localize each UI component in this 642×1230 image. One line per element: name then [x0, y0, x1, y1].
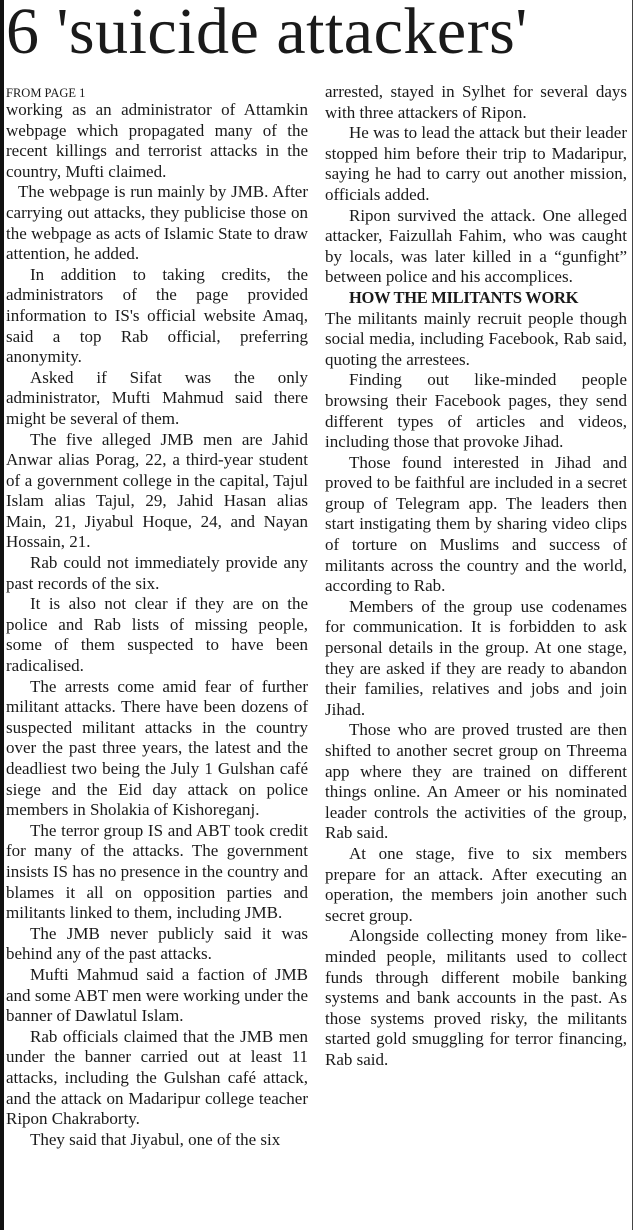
paragraph: Rab officials claimed that the JMB men under the banner carried out at least 11 attacks, including the Gulshan café attack, and the attack on Madaripur college teacher Ripon Chakraborty.	[6, 1026, 308, 1129]
paragraph: Mufti Mahmud said a faction of JMB and some ABT men were working under the banner of Dawlatul Islam.	[6, 964, 308, 1026]
paragraph: Ripon survived the attack. One alleged attacker, Faizullah Fahim, who was caught by locals, was later killed in a “gunfight” between police and his accomplices.	[325, 205, 627, 287]
paragraph: The militants mainly recruit people though social media, including Facebook, Rab said, quoting the arrestees.	[325, 308, 627, 369]
paragraph: Those who are proved trusted are then shifted to another secret group on Threema app where they are trained on different things online. An Ameer or his nominated leader controls the activities of the group, Rab said.	[325, 720, 627, 843]
paragraph: At one stage, five to six members prepare for an attack. After executing an operation, the members join another such secret group.	[325, 843, 627, 925]
kicker: FROM PAGE 1	[6, 86, 86, 100]
section-subhead: HOW THE MILITANTS WORK	[349, 287, 579, 307]
page-edge	[0, 0, 4, 1230]
paragraph: They said that Jiyabul, one of the six	[30, 1129, 281, 1149]
paragraph: The five alleged JMB men are Jahid Anwar alias Porag, 22, a third-year student of a government college in the capital, Tajul Islam alias Tajul, 29, Jahid Hasan alias Main, 21, Jiyabul Hoque, 24, and Nayan Hossain, 21.	[6, 429, 308, 552]
paragraph: It is also not clear if they are on the police and Rab lists of missing people, some of them suspected to have been radicalised.	[6, 594, 308, 676]
paragraph: He was to lead the attack but their leader stopped him before their trip to Madaripur, saying he had to carry out another mission, officials added.	[325, 123, 627, 204]
paragraph: Alongside collecting money from like-minded people, militants used to collect funds through different mobile banking systems and bank accounts in the past. As those systems proved risky, the militants started gold smuggling for terror financing, Rab said.	[325, 926, 627, 1069]
paragraph: working as an administrator of Attamkin webpage which propagated many of the recent killings and terrorist attacks in the country, Mufti claimed.	[6, 100, 308, 181]
paragraph: Asked if Sifat was the only administrator, Mufti Mahmud said there might be several of them.	[6, 367, 308, 428]
paragraph: arrested, stayed in Sylhet for several days with three attackers of Ripon.	[325, 82, 627, 122]
paragraph: The JMB never publicly said it was behind any of the past attacks.	[6, 923, 308, 964]
paragraph: Those found interested in Jihad and proved to be faithful are included in a secret group of Telegram app. The leaders then start instigating them by sharing video clips of torture on Muslims and success of militants across the country and the world, according to Rab.	[325, 452, 627, 596]
paragraph: The terror group IS and ABT took credit for many of the attacks. The government insists IS has no presence in the country and blames it all on opposition parties and militants linked to them, including JMB.	[6, 820, 308, 923]
left-column	[6, 82, 308, 1150]
headline: 6 'suicide attackers'	[6, 0, 528, 68]
paragraph: Rab could not immediately provide any past records of the six.	[6, 553, 308, 593]
paragraph: Members of the group use codenames for communication. It is forbidden to ask personal details in the group. At one stage, they are asked if they are ready to abandon their families, relatives and jobs and join Jihad.	[325, 596, 627, 719]
paragraph: Finding out like-minded people browsing their Facebook pages, they send different types of articles and videos, including those that provoke Jihad.	[325, 370, 627, 452]
right-column	[325, 82, 627, 1071]
column-rule	[632, 0, 633, 1230]
paragraph: The arrests come amid fear of further militant attacks. There have been dozens of suspected militant attacks in the country over the past three years, the latest and the deadliest two being the July 1 Gulshan café siege and the Eid day attack on police members in Sholakia of Kishoreganj.	[6, 676, 308, 820]
paragraph: The webpage is run mainly by JMB. After carrying out attacks, they publicise those on the webpage as acts of Islamic State to draw attention, he added.	[6, 182, 308, 264]
paragraph: In addition to taking credits, the administrators of the page provided information to IS's official website Amaq, said a top Rab official, preferring anonymity.	[6, 264, 308, 367]
